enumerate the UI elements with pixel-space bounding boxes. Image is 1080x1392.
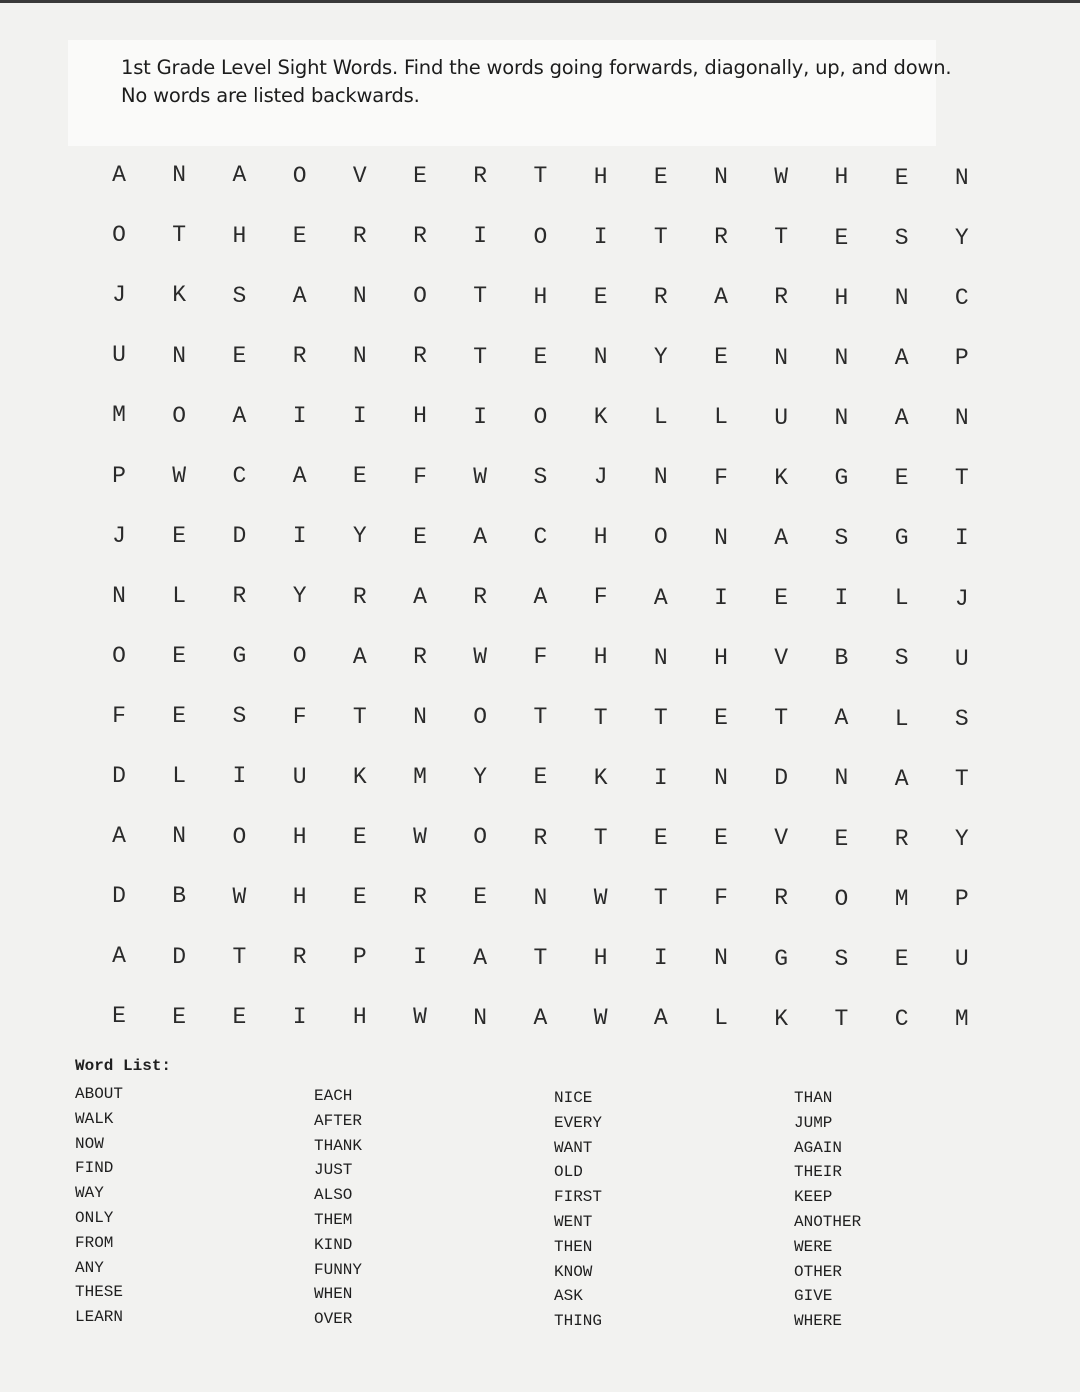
grid-letter: E [533,764,548,791]
grid-letter: N [172,342,187,369]
word-list-item: AGAIN [794,1138,843,1157]
grid-letter: C [533,524,548,550]
grid-letter: T [954,465,969,492]
grid-letter: D [172,943,187,970]
grid-letter: E [653,163,668,190]
grid-letter: N [714,945,728,972]
grid-letter: O [292,643,307,670]
grid-letter: H [593,644,608,671]
word-list-item: WHEN [314,1285,353,1304]
grid-letter: A [774,524,789,551]
grid-letter: U [774,404,789,431]
grid-letter: N [352,343,367,370]
grid-letter: A [894,765,909,792]
grid-letter: R [774,885,789,912]
grid-letter: H [834,164,849,191]
instructions [121,54,981,110]
grid-letter: A [232,162,247,189]
grid-letter: A [112,162,126,188]
grid-letter: A [292,282,307,309]
grid-letter: A [413,583,427,610]
grid-letter: N [352,283,367,309]
grid-letter: N [112,582,126,609]
grid-letter: I [473,223,488,250]
grid-letter: R [292,342,307,369]
grid-letter: F [533,644,548,671]
grid-letter: I [653,945,668,972]
grid-letter: A [112,943,126,970]
grid-letter: R [352,222,367,249]
grid-letter: E [232,342,247,369]
word-list-column [554,1086,754,1334]
word-list-item: THEM [314,1210,353,1229]
grid-letter: W [774,164,789,191]
grid-letter: W [473,644,488,670]
grid-letter: N [774,344,789,371]
grid-letter: E [352,823,367,850]
grid-letter: K [172,282,187,309]
grid-letter: I [834,585,849,612]
grid-letter: E [413,523,427,550]
word-list-item: THEN [554,1237,593,1256]
grid-letter: L [172,763,187,790]
grid-letter: B [172,883,187,910]
grid-letter: A [714,284,728,311]
grid-letter: C [232,462,247,489]
word-list-item: FROM [75,1233,114,1252]
grid-letter: N [834,404,849,431]
word-list-item: ANOTHER [794,1212,862,1231]
grid-letter: R [533,824,548,851]
grid-letter: O [232,823,247,850]
grid-letter: T [533,704,548,731]
grid-letter: R [774,284,789,311]
grid-letter: W [593,884,608,911]
grid-letter: I [714,584,728,611]
grid-letter: E [714,825,728,852]
grid-letter: N [653,464,668,491]
grid-letter: T [653,704,668,731]
grid-letter: U [954,946,969,973]
grid-letter: I [292,403,307,429]
word-list-item: OTHER [794,1262,843,1281]
grid-letter: N [954,405,969,432]
grid-letter: T [352,703,367,730]
grid-letter: E [894,945,909,972]
grid-letter: S [232,282,247,309]
grid-letter: O [112,642,126,669]
grid-letter: H [593,524,608,551]
grid-letter: D [232,523,247,549]
grid-letter: P [954,886,969,912]
grid-letter: O [473,824,488,851]
grid-letter: N [714,524,728,551]
grid-letter: H [533,283,548,310]
word-list-item: WHERE [794,1312,843,1331]
grid-letter: O [653,524,668,551]
grid-letter: E [112,1003,126,1030]
word-list-item: AFTER [314,1111,363,1130]
grid-letter: I [473,403,488,430]
grid-letter: K [593,764,608,791]
word-list-item: THAN [794,1089,833,1107]
grid-letter: L [714,404,728,431]
grid-letter: S [834,525,849,551]
grid-letter: M [413,764,427,790]
grid-letter: E [834,224,849,251]
word-list-item: OLD [554,1163,583,1182]
word-list-item: FIRST [554,1188,603,1207]
grid-letter: A [473,944,488,971]
grid-letter: C [894,1006,909,1032]
grid-letter: E [894,164,909,191]
grid-letter: L [894,585,909,612]
grid-letter: T [593,824,608,851]
grid-letter: N [413,703,427,730]
grid-letter: O [292,162,307,189]
grid-letter: N [894,284,909,311]
word-list-item: OVER [314,1310,353,1329]
grid-letter: N [714,164,728,190]
word-list-item: FUNNY [314,1260,363,1279]
grid-letter: G [834,464,849,491]
grid-letter: I [413,944,427,971]
grid-letter: O [533,223,548,250]
word-list-column [314,1084,514,1332]
grid-letter: K [593,404,608,430]
grid-letter: R [413,343,427,370]
grid-letter: H [292,823,307,850]
grid-letter: A [894,344,909,371]
grid-letter: J [112,522,126,549]
instructions-line-2: No words are listed backwards. [121,84,420,107]
grid-letter: P [954,345,969,372]
grid-letter: P [352,944,367,971]
grid-letter: L [172,582,187,609]
grid-letter: N [172,823,187,850]
word-list-item: JUMP [794,1113,833,1132]
grid-letter: I [653,764,668,791]
word-list-item: EACH [314,1087,353,1105]
grid-letter: T [172,222,187,249]
grid-letter: W [413,824,427,851]
grid-letter: A [473,523,488,550]
grid-letter: R [413,643,427,670]
word-list-item: NOW [75,1134,104,1153]
grid-letter: M [954,1006,969,1033]
grid-letter: P [112,462,126,489]
grid-letter: J [954,585,969,612]
grid-letter: R [352,583,367,610]
grid-letter: A [894,405,909,431]
grid-letter: N [653,644,668,671]
word-list-item: THANK [314,1136,363,1155]
grid-letter: N [533,884,548,911]
grid-letter: E [714,704,728,731]
grid-letter: N [834,765,849,792]
grid-letter: Y [473,764,488,791]
grid-letter: O [172,402,187,429]
grid-letter: O [473,704,488,731]
word-list-item: FIND [75,1159,114,1178]
grid-letter: M [112,402,126,429]
grid-letter: T [232,943,247,970]
word-list-item: ABOUT [75,1085,124,1103]
grid-letter: T [533,163,548,190]
grid-letter: V [774,825,789,852]
grid-letter: E [172,703,187,730]
grid-letter: R [292,943,307,970]
grid-letter: F [292,703,307,730]
grid-letter: U [954,645,969,672]
grid-letter: E [352,884,367,910]
grid-letter: J [112,282,126,309]
word-list-item: EVERY [554,1113,603,1132]
grid-letter: N [593,343,608,370]
word-list-item: KEEP [794,1188,833,1207]
grid-letter: E [172,643,187,669]
grid-letter: T [533,944,548,971]
grid-letter: S [894,224,909,251]
grid-letter: A [292,463,307,490]
grid-letter: H [292,883,307,910]
word-list-item: LEARN [75,1308,124,1327]
grid-letter: A [653,584,668,611]
grid-letter: I [954,525,969,552]
word-list-column [794,1086,994,1334]
grid-letter: T [473,343,488,370]
grid-letter: E [473,884,488,911]
grid-letter: I [593,223,608,250]
grid-letter: E [172,522,187,549]
grid-letter: Y [954,224,969,251]
grid-letter: A [533,1004,548,1031]
grid-letter: Y [653,344,668,371]
instructions-line-1: 1st Grade Level Sight Words. Find the words going forwards, diagonally, up, and down. [121,56,952,79]
grid-letter: R [473,583,488,610]
grid-letter: K [774,464,789,491]
scan-edge [0,0,1080,3]
grid-letter: O [413,283,427,310]
grid-letter: G [232,643,247,670]
grid-letter: N [172,162,187,189]
grid-letter: N [954,164,969,191]
word-list-item: ANY [75,1258,104,1277]
word-list-title: Word List: [75,1057,172,1075]
grid-letter: A [352,643,367,670]
word-list-item: ASK [554,1287,583,1306]
grid-letter: D [112,883,126,910]
grid-letter: L [653,404,668,431]
grid-letter: H [413,403,427,430]
grid-letter: I [292,523,307,550]
grid-letter: N [834,344,849,371]
word-list-item: THEIR [794,1163,843,1182]
grid-letter: E [352,463,367,490]
word-list-item: KNOW [554,1262,593,1281]
grid-letter: E [834,825,849,852]
grid-letter: E [533,343,548,370]
grid-letter: T [774,705,789,732]
grid-letter: T [653,885,668,911]
grid-letter: G [894,525,909,552]
grid-letter: N [473,1004,488,1031]
grid-letter: V [774,645,789,671]
grid-letter: H [352,1004,367,1031]
grid-letter: E [232,1003,247,1030]
grid-letter: E [413,163,427,189]
grid-letter: E [292,222,307,249]
word-list-item: WERE [794,1237,833,1256]
word-list-item: ONLY [75,1208,114,1227]
word-list-item: GIVE [794,1287,833,1306]
grid-letter: S [894,645,909,672]
grid-letter: S [232,703,247,730]
grid-letter: F [714,885,728,912]
grid-letter: E [593,283,608,310]
grid-letter: W [413,1004,427,1031]
grid-letter: W [172,462,187,489]
grid-letter: U [292,763,307,790]
grid-letter: Y [352,523,367,550]
word-list-item: KIND [314,1235,353,1254]
grid-letter: R [413,223,427,250]
grid-letter: T [774,224,789,251]
word-list-item: NICE [554,1089,593,1107]
grid-letter: K [774,1005,789,1032]
grid-letter: R [413,884,427,911]
word-list-item: WANT [554,1138,593,1157]
word-list-item: WENT [554,1212,593,1231]
word-list-column [75,1082,275,1330]
grid-letter: S [954,705,969,732]
grid-letter: L [714,1005,728,1032]
grid-letter: A [834,705,849,732]
grid-letter: R [894,825,909,852]
grid-letter: A [653,1005,668,1032]
grid-letter: I [292,1004,307,1030]
grid-letter: H [834,284,849,311]
grid-letter: N [714,765,728,791]
grid-letter: T [954,765,969,792]
grid-letter: T [834,1005,849,1032]
grid-letter: K [352,763,367,790]
word-list-item: WAY [75,1184,104,1203]
grid-letter: B [834,645,849,672]
grid-letter: S [533,463,548,490]
grid-letter: H [593,944,608,971]
grid-letter: H [232,222,247,249]
grid-letter: J [593,464,608,491]
grid-letter: E [894,465,909,492]
word-list-item: ALSO [314,1186,353,1205]
grid-letter: I [232,763,247,790]
word-list-item: JUST [314,1161,353,1180]
grid-letter: A [533,584,548,611]
grid-letter: U [112,342,126,369]
word-list-item: WALK [75,1109,114,1128]
grid-letter: G [774,945,789,972]
grid-letter: F [714,464,728,491]
grid-letter: F [593,584,608,611]
grid-letter: R [232,583,247,610]
grid-letter: A [232,402,247,429]
grid-letter: M [894,885,909,912]
grid-letter: W [232,883,247,910]
grid-letter: I [352,403,367,430]
grid-letter: R [473,163,488,190]
grid-letter: O [112,222,126,249]
grid-letter: S [834,945,849,972]
grid-letter: F [112,702,126,729]
grid-letter: R [653,284,668,310]
grid-letter: C [954,285,969,311]
grid-letter: H [714,644,728,671]
grid-letter: E [714,344,728,371]
grid-letter: D [112,763,126,789]
grid-letter: W [593,1005,608,1031]
grid-letter: T [473,283,488,310]
word-list-item: THING [554,1312,603,1331]
grid-letter: T [653,223,668,250]
grid-letter: W [473,463,488,490]
grid-letter: T [593,704,608,731]
grid-letter: D [774,765,789,792]
grid-letter: E [653,824,668,851]
grid-letter: A [112,823,126,850]
grid-letter: F [413,463,427,490]
grid-letter: E [774,584,789,611]
grid-letter: O [834,885,849,912]
grid-letter: O [533,403,548,430]
grid-letter: L [894,705,909,732]
grid-letter: V [352,162,367,189]
word-list-item: THESE [75,1283,124,1302]
grid-letter: E [172,1003,187,1030]
grid-letter: R [714,224,728,251]
grid-letter: Y [954,825,969,852]
grid-letter: Y [292,583,307,610]
grid-letter: H [593,163,608,190]
